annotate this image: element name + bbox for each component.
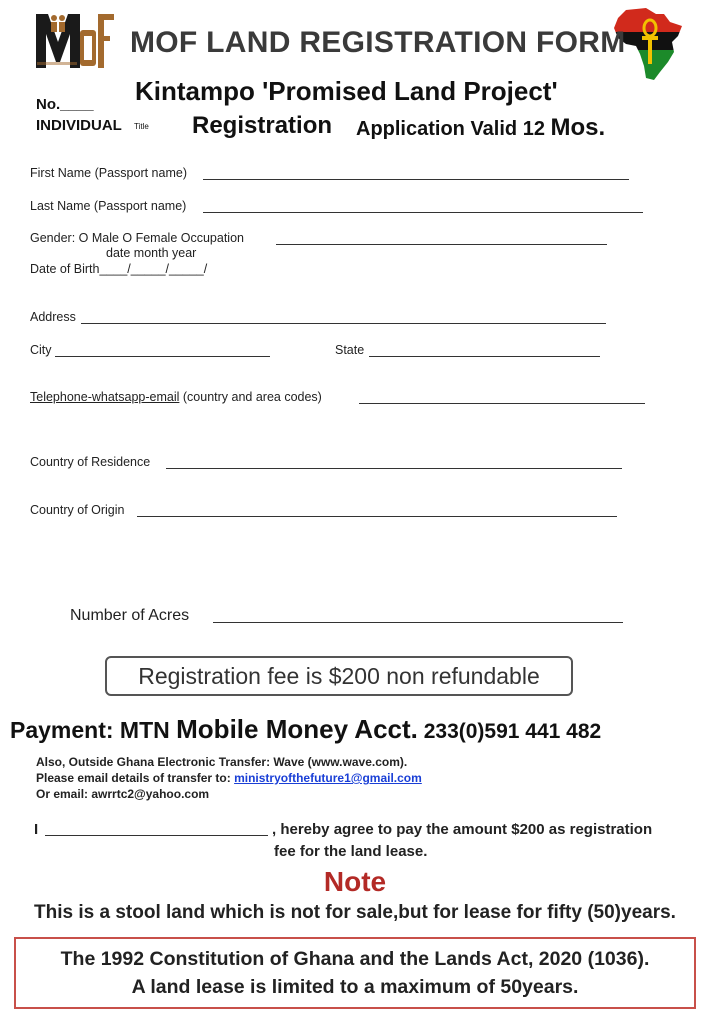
ministry-email-link[interactable]: ministryofthefuture1@gmail.com bbox=[234, 771, 422, 785]
transfer-line-2 bbox=[36, 771, 422, 785]
dob-hint: date month year bbox=[106, 246, 197, 260]
date-of-birth-field[interactable]: Date of Birth____/_____/_____/ bbox=[30, 262, 208, 276]
individual-label: INDIVIDUAL bbox=[36, 117, 122, 134]
transfer-line-1: Also, Outside Ghana Electronic Transfer: Wave (www.wave.com). bbox=[36, 755, 408, 769]
registration-subtitle: Registration bbox=[192, 112, 333, 139]
last-name-field[interactable] bbox=[203, 212, 643, 213]
payment-label: Payment: MTN bbox=[10, 717, 177, 743]
country-origin-field[interactable] bbox=[137, 516, 617, 517]
constitution-box bbox=[14, 937, 696, 1009]
city-field[interactable] bbox=[55, 356, 270, 357]
account-number: 233(0)591 441 482 bbox=[417, 720, 602, 743]
agreement-name-field[interactable] bbox=[45, 835, 268, 836]
agreement-i-label: I bbox=[34, 821, 39, 838]
constitution-line-2: A land lease is limited to a maximum of 50years. bbox=[131, 976, 579, 998]
mof-logo bbox=[34, 8, 116, 72]
application-validity bbox=[356, 114, 605, 142]
first-name-field[interactable] bbox=[203, 179, 629, 180]
country-origin-label: Country of Origin bbox=[30, 503, 125, 517]
number-of-acres-label: Number of Acres bbox=[70, 607, 190, 624]
last-name-label: Last Name (Passport name) bbox=[30, 199, 187, 213]
transfer-line-3: Or email: awrrtc2@yahoo.com bbox=[36, 787, 210, 801]
note-heading: Note bbox=[323, 866, 387, 897]
mobile-money-label: Mobile Money Acct. bbox=[176, 714, 418, 744]
occupation-field[interactable] bbox=[276, 244, 607, 245]
payment-line bbox=[10, 714, 601, 745]
number-label: No.____ bbox=[36, 96, 94, 113]
first-name-label: First Name (Passport name) bbox=[30, 166, 187, 180]
telephone-field[interactable] bbox=[359, 403, 645, 404]
address-field[interactable] bbox=[81, 323, 606, 324]
transfer-email-prefix: Please email details of transfer to: bbox=[36, 771, 235, 785]
state-field[interactable] bbox=[369, 356, 600, 357]
number-of-acres-field[interactable] bbox=[213, 622, 623, 623]
project-subtitle: Kintampo 'Promised Land Project' bbox=[135, 76, 558, 106]
city-label: City bbox=[30, 343, 52, 357]
state-label: State bbox=[335, 343, 365, 357]
telephone-whatsapp-email-text: Telephone-whatsapp-email bbox=[30, 390, 180, 404]
country-residence-field[interactable] bbox=[166, 468, 622, 469]
country-residence-label: Country of Residence bbox=[30, 455, 151, 469]
constitution-line-1: The 1992 Constitution of Ghana and the Lands Act, 2020 (1036). bbox=[60, 948, 650, 970]
stool-land-note: This is a stool land which is not for sale,but for lease for fifty (50)years. bbox=[34, 902, 676, 923]
agreement-text-2: fee for the land lease. bbox=[274, 843, 428, 860]
title-small-label: Title bbox=[134, 122, 149, 131]
application-valid-text: Application Valid 12 bbox=[356, 118, 545, 140]
gender-occupation-label: Gender: O Male O Female Occupation bbox=[30, 231, 244, 245]
registration-fee-box: Registration fee is $200 non refundable bbox=[105, 656, 573, 696]
form-title: MOF LAND REGISTRATION FORM bbox=[130, 26, 626, 59]
address-label: Address bbox=[30, 310, 76, 324]
mos-text: Mos. bbox=[550, 114, 606, 141]
telephone-label bbox=[30, 390, 322, 404]
agreement-text-1: , hereby agree to pay the amount $200 as registration bbox=[272, 821, 653, 838]
telephone-codes-text: (country and area codes) bbox=[179, 390, 322, 404]
